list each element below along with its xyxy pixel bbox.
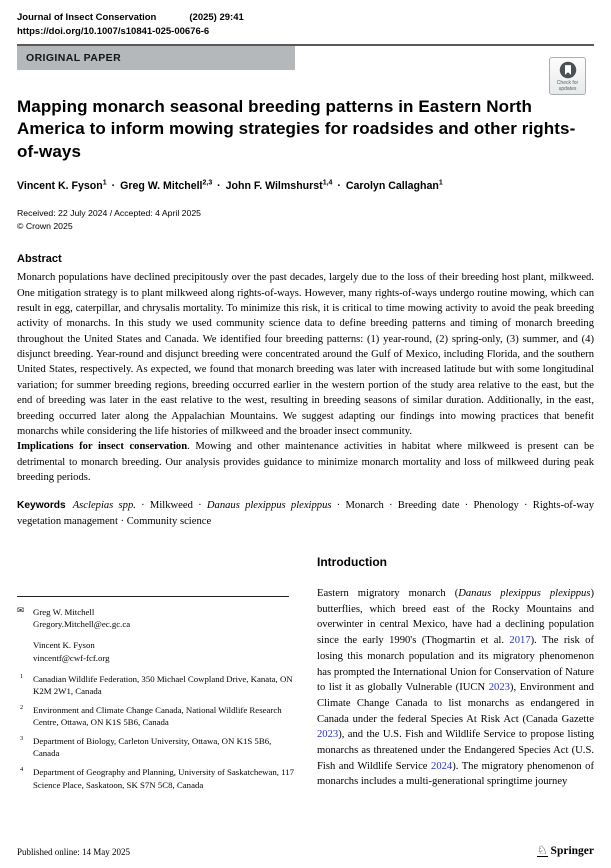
affiliation-text: Canadian Wildlife Federation, 350 Michael Cowpland Drive, Kanata, ON K2M 2W1, Canada — [33, 673, 293, 696]
correspondence-entry — [17, 639, 295, 663]
abstract-paragraph: Monarch populations have declined precipitously over the past decades, largely due to the loss of their breeding host plant, milkweed. One mitigation strategy is to plant milkweed along rights-of-ways. However, many rights-of-ways undergo routine mowing, which can result in egg, caterpillar, and chrysalis mortality. To minimize this risk, it is critical to time mowing activity to avoid the peak breeding activity of monarchs. In this study we used community science data to define breeding patterns and timing of monarch breeding throughout the United States and Canada. We identified four breeding patterns: (1) year-round, (2) spring-only, (3) summer, and (4) disjunct breeding. Year-round and disjunct breeding were concentrated around the Gulf of Mexico, including Florida, and the southern United States, respectively. As expected, we found that monarch breeding was later with increased latitude but with some longitudinal variation; for summer breeding regions, breeding occurred earlier in the western portion of the study area relative to the east, but the end of breeding was later in the east relative to the west, resulting in breeding seasons of similar duration. Additionally, in the east, breeding occurred later along the Appalachian Mountains. We suggest adapting our findings into mowing practices that benefit monarchs while considering the life histories of milkweed and the broader insect community. — [17, 272, 594, 437]
introduction-heading: Introduction — [317, 555, 387, 570]
author — [346, 180, 443, 192]
copyright-notice: © Crown 2025 — [17, 221, 73, 232]
abstract-heading: Abstract — [17, 253, 62, 266]
author-affiliation-sup: 2,3 — [202, 179, 213, 187]
journal-volume-citation: (2025) 29:41 — [189, 12, 244, 23]
author-name: Greg W. Mitchell — [120, 180, 203, 193]
correspondence-text — [33, 639, 295, 663]
author-name: John F. Wilmshurst — [225, 180, 323, 193]
affiliation-number: 4 — [20, 766, 24, 774]
author — [120, 180, 212, 192]
intro-text: Eastern migratory monarch ( — [317, 588, 459, 600]
affiliation-text: Department of Geography and Planning, University of Saskatchewan, 117 Science Place, Saskatoon, SK S7N 5C8, Canada — [33, 767, 295, 790]
correspondence-text — [33, 606, 295, 630]
two-column-section — [17, 549, 594, 791]
keywords-label: Keywords — [17, 500, 66, 512]
affiliation — [17, 704, 295, 728]
introduction-column — [317, 549, 594, 791]
journal-name: Journal of Insect Conservation — [17, 12, 157, 23]
journal-header — [17, 12, 594, 23]
author-affiliation-sup: 1,4 — [322, 179, 333, 187]
footnote-rule — [17, 596, 289, 597]
published-online: Published online: 14 May 2025 — [17, 847, 130, 857]
badge-row — [17, 46, 594, 92]
affiliation — [17, 673, 295, 697]
envelope-icon: ✉ — [17, 606, 25, 617]
author — [17, 180, 107, 192]
keywords-block — [17, 498, 594, 530]
affiliation — [17, 735, 295, 759]
received-accepted-dates: Received: 22 July 2024 / Accepted: 4 April 2025 — [17, 208, 202, 219]
citation-link[interactable]: 2023 — [317, 729, 339, 741]
keyword-text: · Milkweed · — [135, 500, 207, 512]
citation-link[interactable]: 2024 — [431, 760, 453, 772]
article-type-badge: ORIGINAL PAPER — [17, 46, 295, 70]
email-link[interactable]: vincentf@cwf-fcf.org — [33, 652, 110, 663]
implications-text: . Mowing and other maintenance activities in habitat where milkweed is present can be detrimental to monarch breeding. Our analysis provides guidance to minimize monarch mortality and loss of milkweed during peak breeding periods. — [17, 441, 594, 483]
author — [226, 180, 333, 192]
email-link[interactable]: Gregory.Mitchell@ec.gc.ca — [33, 619, 131, 630]
implications-label: Implications for insect conservation — [17, 441, 188, 453]
author-name: Carolyn Callaghan — [345, 180, 439, 193]
affiliation-text: Department of Biology, Carleton University, Ottawa, ON K1S 5B6, Canada — [33, 736, 272, 759]
check-for-updates-label: Check for updates — [556, 79, 579, 92]
author-separator: · — [214, 180, 224, 193]
envelope-placeholder — [17, 639, 33, 663]
author-separator: · — [108, 180, 119, 193]
author-separator: · — [334, 180, 344, 193]
species-name: Danaus plexippus plexippus — [458, 588, 591, 600]
bookmark-icon — [559, 61, 577, 79]
affiliations-list — [17, 673, 295, 791]
springer-wordmark: Springer — [550, 844, 594, 857]
intro-text: ) butterflies, which breed east of the Rocky Mountains and overwinter in central Mexico, have had a declining population since the early 1990's (Thogmartin et al. — [317, 588, 594, 647]
page-footer — [17, 844, 594, 857]
affiliation-number: 2 — [20, 703, 24, 711]
author-list — [17, 180, 594, 193]
keyword-text: · Monarch · Breeding date · Phenology · Rights-of-way vegetation management · Community science — [17, 500, 594, 528]
author-affiliation-sup: 1 — [102, 179, 107, 187]
introduction-paragraph — [317, 586, 594, 790]
springer-knight-icon: ♘ — [536, 843, 548, 857]
correspondence-block — [17, 606, 295, 664]
springer-logo — [537, 844, 594, 857]
affiliation-number: 3 — [20, 735, 24, 743]
doi-link[interactable]: https://doi.org/10.1007/s10841-025-00676-6 — [17, 26, 210, 37]
correspondence-entry — [17, 606, 295, 630]
affiliation-number: 1 — [20, 672, 24, 680]
keywords-list — [17, 500, 594, 527]
intro-text: ). The risk of losing this monarch population and its migratory phenomenon has prompted the International Union for Conservation of Nature to list it as globally Vulnerable (IUCN — [317, 635, 594, 694]
affiliation — [17, 766, 295, 790]
correspondent-name: Greg W. Mitchell — [33, 607, 95, 618]
intro-text: ), Environment and Climate Change Canada to list monarchs as endangered in Canada under the federal Species At Risk Act (Canada Gazette — [317, 682, 594, 725]
author-name: Vincent K. Fyson — [17, 180, 103, 193]
footnote-column — [17, 549, 295, 791]
intro-text: ). The migratory phenomenon of monarchs includes a multi-generational springtime journey — [317, 760, 594, 788]
species-name: Danaus plexippus plexippus — [206, 500, 332, 512]
correspondent-name: Vincent K. Fyson — [33, 640, 95, 651]
citation-link[interactable]: 2017 — [509, 635, 531, 647]
citation-link[interactable]: 2023 — [488, 682, 510, 694]
article-title: Mapping monarch seasonal breeding patterns in Eastern North America to inform mowing strategies for roadsides and other rights-of-ways — [17, 97, 576, 161]
species-name: Asclepias spp. — [72, 500, 136, 512]
author-affiliation-sup: 1 — [438, 179, 443, 187]
intro-text: ), and the U.S. Fish and Wildlife Service to propose listing monarchs as threatened under the Endangered Species Act (U.S. Fish and Wildlife Service — [317, 729, 594, 772]
implications-paragraph — [17, 439, 594, 485]
check-for-updates-badge[interactable] — [549, 57, 586, 95]
affiliation-text: Environment and Climate Change Canada, National Wildlife Research Centre, Ottawa, ON K1S 5B6, Canada — [33, 704, 282, 728]
